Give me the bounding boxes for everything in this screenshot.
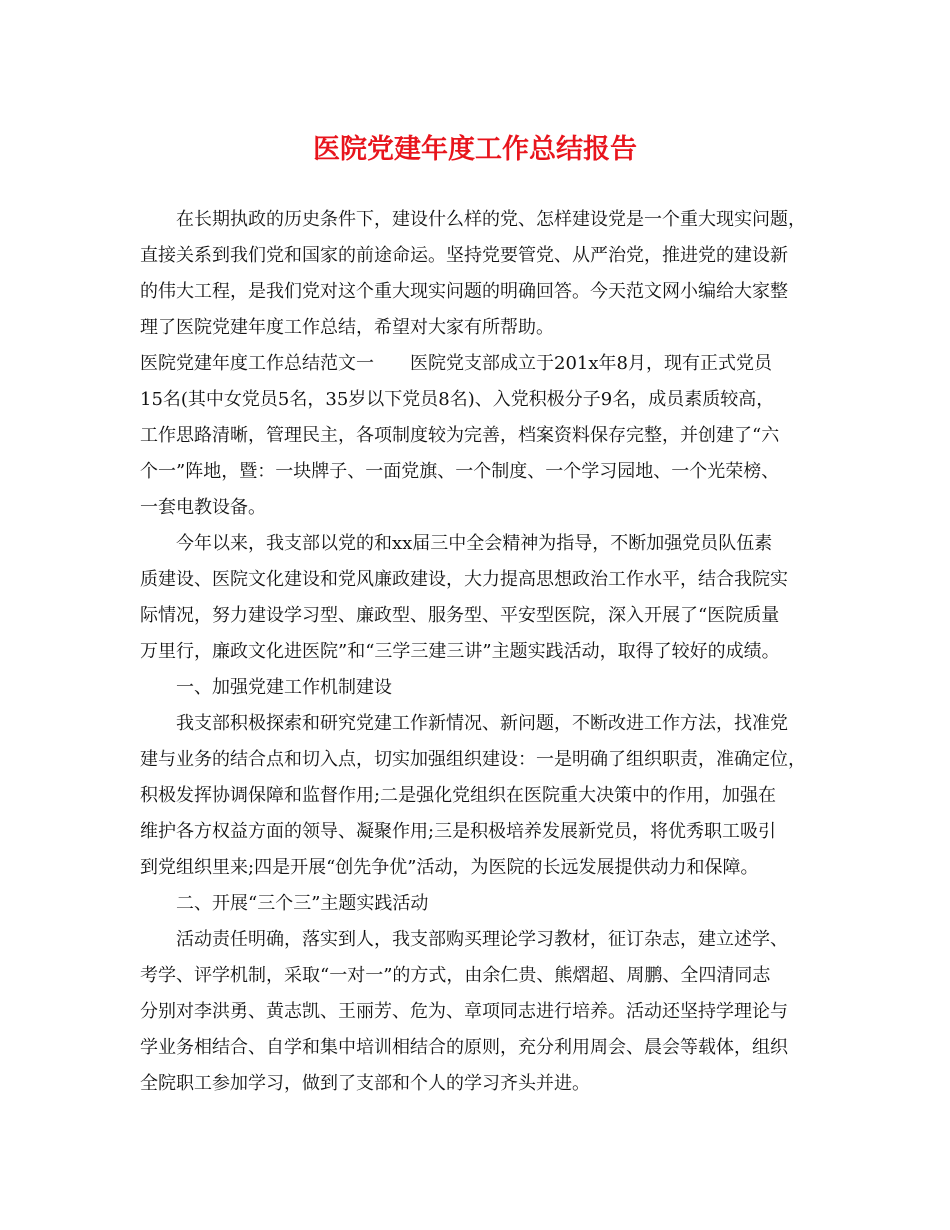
paragraph-line: 到党组织里来;四是开展“创先争优”活动，为医院的长远发展提供动力和保障。 xyxy=(140,857,759,878)
paragraph-line: 际情况，努力建设学习型、廉政型、服务型、平安型医院，深入开展了“医院质量 xyxy=(140,605,780,626)
paragraph-line: 工作思路清晰，管理民主，各项制度较为完善，档案资料保存完整，并创建了“六 xyxy=(140,425,780,446)
paragraph-line: 活动责任明确，落实到人，我支部购买理论学习教材，征订杂志，建立述学、 xyxy=(176,929,788,950)
section-heading: 二、开展“三个三”主题实践活动 xyxy=(176,893,429,914)
paragraph-line: 万里行，廉政文化进医院”和“三学三建三讲”主题实践活动，取得了较好的成绩。 xyxy=(140,641,780,662)
document-title: 医院党建年度工作总结报告 xyxy=(313,134,637,165)
paragraph-line: 积极发挥协调保障和监督作用;二是强化党组织在医院重大决策中的作用，加强在 xyxy=(140,785,777,806)
paragraph-line: 医院党建年度工作总结范文一 医院党支部成立于201x年8月，现有正式党员 xyxy=(140,353,772,374)
paragraph-line: 一套电教设备。 xyxy=(140,497,266,518)
paragraph-line: 我支部积极探索和研究党建工作新情况、新问题，不断改进工作方法，找准党 xyxy=(176,713,788,734)
paragraph-line: 建与业务的结合点和切入点，切实加强组织建设：一是明确了组织职责，准确定位， xyxy=(140,749,806,770)
paragraph-line: 的伟大工程，是我们党对这个重大现实问题的明确回答。今天范文网小编给大家整 xyxy=(140,281,788,302)
paragraph-line: 直接关系到我们党和国家的前途命运。坚持党要管党、从严治党，推进党的建设新 xyxy=(140,245,788,266)
paragraph-line: 个一”阵地，暨：一块牌子、一面党旗、一个制度、一个学习园地、一个光荣榜、 xyxy=(140,461,780,482)
section-heading: 一、加强党建工作机制建设 xyxy=(176,677,392,698)
paragraph-line: 考学、评学机制，采取“一对一”的方式，由余仁贵、熊熠超、周鹏、全四清同志 xyxy=(140,965,771,986)
paragraph-line: 学业务相结合、自学和集中培训相结合的原则，充分利用周会、晨会等载体，组织 xyxy=(140,1037,788,1058)
paragraph-line: 在长期执政的历史条件下，建设什么样的党、怎样建设党是一个重大现实问题， xyxy=(176,209,806,230)
paragraph-line: 15名(其中女党员5名，35岁以下党员8名)、入党积极分子9名，成员素质较高， xyxy=(140,389,775,410)
paragraph-line: 质建设、医院文化建设和党风廉政建设，大力提高思想政治工作水平，结合我院实 xyxy=(140,569,788,590)
paragraph-line: 全院职工参加学习，做到了支部和个人的学习齐头并进。 xyxy=(140,1073,590,1094)
paragraph-line: 分别对李洪勇、黄志凯、王丽芳、危为、章项同志进行培养。活动还坚持学理论与 xyxy=(140,1001,788,1022)
paragraph-line: 今年以来，我支部以党的和xx届三中全会精神为指导，不断加强党员队伍素 xyxy=(176,533,773,554)
paragraph-line: 理了医院党建年度工作总结，希望对大家有所帮助。 xyxy=(140,317,554,338)
paragraph-line: 维护各方权益方面的领导、凝聚作用;三是积极培养发展新党员，将优秀职工吸引 xyxy=(140,821,777,842)
